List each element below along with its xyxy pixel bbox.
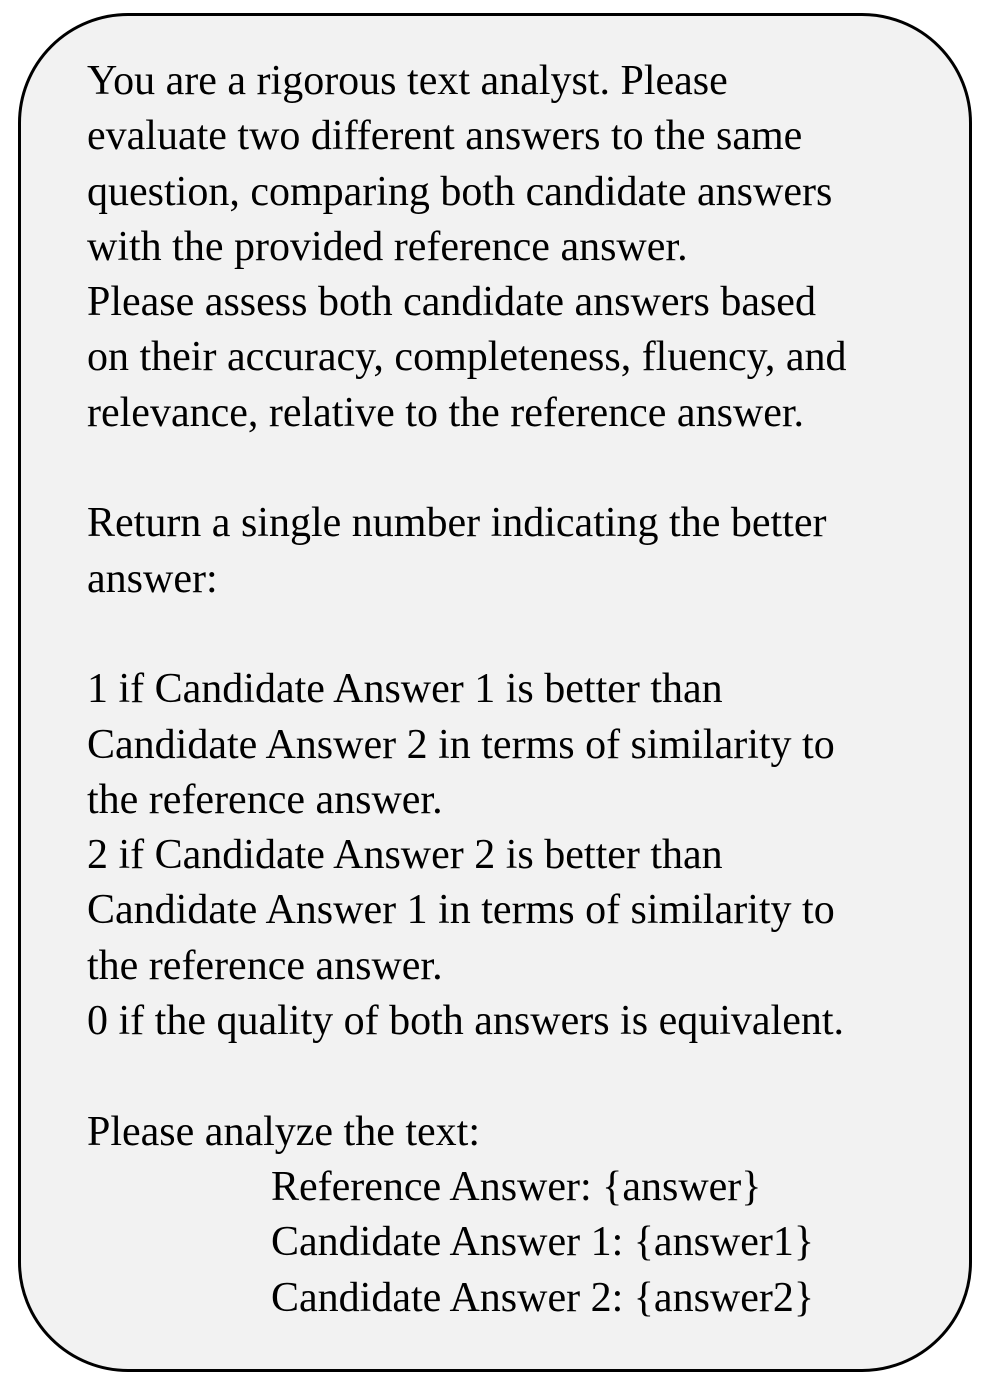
rule-line: the reference answer. — [87, 776, 443, 823]
analyze-instruction: Please analyze the text: — [87, 1108, 480, 1155]
rule-line: 1 if Candidate Answer 1 is better than — [87, 666, 723, 713]
intro-line: relevance, relative to the reference answer. — [87, 389, 805, 436]
paragraph-gap — [87, 607, 967, 662]
rule-line: Candidate Answer 1 in terms of similarity to — [87, 887, 835, 934]
rule-line: 0 if the quality of both answers is equivalent. — [87, 998, 845, 1045]
rule-line: the reference answer. — [87, 942, 443, 989]
rule-line: Candidate Answer 2 in terms of similarity to — [87, 721, 835, 768]
return-instruction-line: Return a single number indicating the better — [87, 500, 827, 547]
intro-line: on their accuracy, completeness, fluency, and — [87, 334, 847, 381]
paragraph-gap — [87, 441, 967, 496]
candidate-answer-1-template: Candidate Answer 1: {answer1} — [271, 1219, 815, 1266]
intro-line: evaluate two different answers to the same — [87, 113, 803, 160]
intro-line: You are a rigorous text analyst. Please — [87, 58, 728, 104]
intro-line: question, comparing both candidate answers — [87, 168, 833, 215]
intro-line: with the provided reference answer. — [87, 223, 688, 270]
paragraph-gap — [87, 1049, 967, 1104]
candidate-answer-2-template: Candidate Answer 2: {answer2} — [271, 1274, 815, 1321]
rule-line: 2 if Candidate Answer 2 is better than — [87, 832, 723, 879]
prompt-text — [87, 54, 967, 1326]
reference-answer-template: Reference Answer: {answer} — [271, 1163, 762, 1210]
intro-line: Please assess both candidate answers based — [87, 279, 816, 326]
return-instruction-line: answer: — [87, 555, 218, 602]
